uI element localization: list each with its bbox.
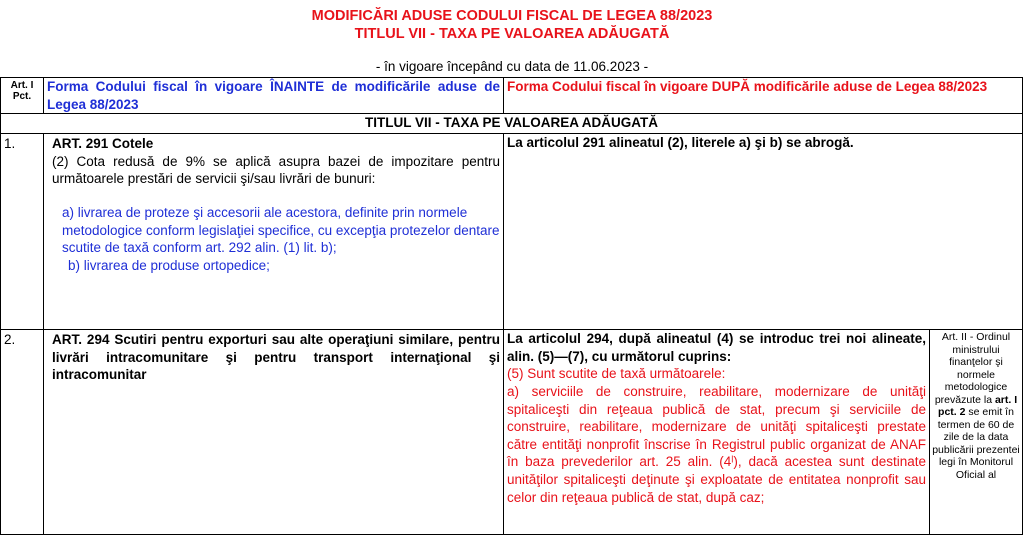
list-item: a) serviciile de construire, reabilitare, modernizare de unităţi spitaliceşti din reţeaua publică de stat, precum şi serviciile de construire, reabilitare, modernizare de unităţi spitaliceşti prestate către entităţi nonprofit înscrise în Registrul public organizat de ANAF în baza prevederilor art. 25 alin. (4ˡ), dacă acestea sunt destinate unităţilor spitaliceşti deţinute şi exploatate de entitatea nonprofit sau celor din reţeaua publică de stat, după caz; — [507, 383, 926, 505]
article-title: ART. 294 Scutiri pentru exporturi sau alte operaţiuni similare, pentru livrări intracomunitare şi pentru transport internaţional şi intracomunitar — [52, 332, 500, 383]
old-text-cell — [44, 330, 504, 535]
list-item: b) livrarea de produse ortopedice; — [68, 257, 270, 273]
table-row — [1, 134, 1023, 330]
side-note-text: Art. II - Ordinul ministrului finanţelor şi normele metodologice prevăzute la — [934, 331, 1011, 406]
table-header-row — [1, 78, 1023, 114]
row-number: 1. — [1, 134, 44, 330]
new-text-cell — [504, 134, 1023, 330]
side-note-text-continued: se emit în termen de 60 de zile de la data publicării prezentei legi în Monitorul Oficial al — [932, 406, 1020, 481]
column-header-after: Forma Codului fiscal în vigoare DUPĂ modificările aduse de Legea 88/2023 — [504, 78, 1023, 114]
row-number: 2. — [1, 330, 44, 535]
amendment-text: La articolul 291 alineatul (2), literele a) şi b) se abrogă. — [507, 135, 854, 151]
old-text-cell — [44, 134, 504, 330]
table-row — [1, 330, 1023, 535]
side-note-reference: art. I pct. 2 — [938, 393, 1018, 419]
comparison-table — [0, 77, 1023, 535]
column-header-before: Forma Codului fiscal în vigoare ÎNAINTE de modificările aduse de Legea 88/2023 — [44, 78, 504, 114]
section-row — [1, 114, 1023, 134]
document-subtitle-title: TITLUL VII - TAXA PE VALOAREA ADĂUGATĂ — [354, 26, 670, 42]
document-title: MODIFICĂRI ADUSE CODULUI FISCAL DE LEGEA 88/2023 — [311, 8, 713, 24]
amendment-intro: La articolul 294, după alineatul (4) se introduc trei noi alineate, alin. (5)—(7), cu următorul cuprins: — [507, 331, 926, 364]
section-title: TITLUL VII - TAXA PE VALOAREA ADĂUGATĂ — [1, 114, 1023, 134]
side-note-cell — [930, 330, 1023, 535]
article-title: ART. 291 Cotele — [52, 136, 154, 152]
list-item: a) livrarea de proteze şi accesorii ale acestora, definite prin normele metodologice conform legislaţiei specifice, cu excepţia protezelor dentare scutite de taxă conform art. 292 alin. (1) lit. b); — [62, 204, 500, 256]
effective-date-note: - în vigoare începând cu data de 11.06.2023 - — [375, 59, 649, 74]
column-header-pct: Art. I Pct. — [1, 78, 44, 114]
article-paragraph: (2) Cota redusă de 9% se aplică asupra bazei de impozitare pentru următoarele prestări de servicii şi/sau livrări de bunuri: — [52, 153, 500, 187]
new-text-cell — [504, 330, 930, 535]
amendment-paragraph: (5) Sunt scutite de taxă următoarele: — [507, 366, 726, 382]
